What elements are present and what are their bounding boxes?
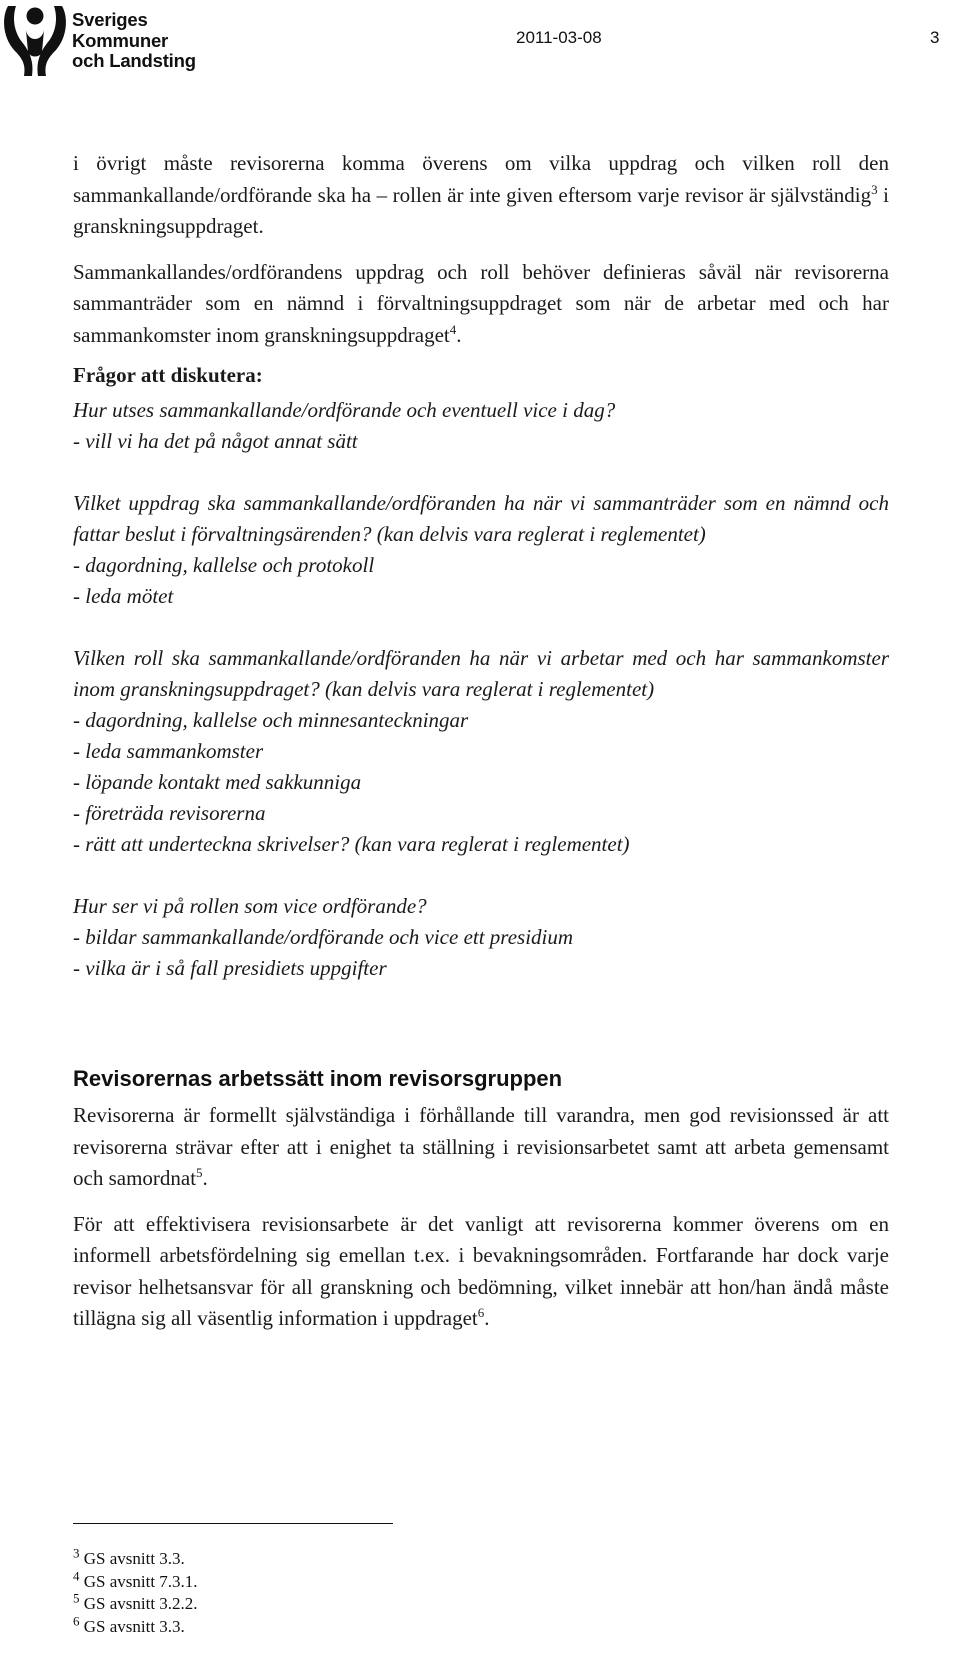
page-number: 3 bbox=[930, 28, 940, 47]
footnote-ref-3[interactable]: 3 bbox=[871, 181, 878, 197]
footnotes bbox=[73, 1545, 198, 1638]
document-body bbox=[73, 148, 889, 1335]
header-date: 2011-03-08 bbox=[516, 28, 602, 47]
question-2-item: - leda mötet bbox=[73, 584, 174, 608]
discussion-heading: Frågor att diskutera: bbox=[73, 363, 263, 387]
paragraph-4: För att effektivisera revisionsarbete är det vanligt att revisorerna kommer överens om en informell arbetsfördelning sig emellan t.ex. i bevakningsområden. Fortfarande har dock varje revisor helhetsansvar för all granskning och bedömning, vilket innebär att hon/han ändå måste tillägna sig all väsentlig information i uppdraget$^6$. bbox=[73, 1211, 889, 1330]
paragraph-3: Revisorerna är formellt självständiga i förhållande till varandra, men god revisionssed är att revisorerna strävar efter att i enighet ta ställning i revisionsarbetet samt att arbeta gemensamt och samordnat$^5$. bbox=[73, 1103, 889, 1190]
footnote-ref-6[interactable]: 6 bbox=[477, 1305, 485, 1320]
footnote-ref-5[interactable]: 5 bbox=[196, 1165, 203, 1180]
section-heading: Revisorernas arbetssätt inom revisorsgruppen bbox=[73, 1066, 563, 1091]
skl-figure-logo-icon bbox=[2, 2, 68, 80]
question-1-sub: - vill vi ha det på något annat sätt bbox=[73, 429, 358, 453]
question-4: Hur ser vi på rollen som vice ordförande? bbox=[73, 894, 427, 918]
question-3: Vilken roll ska sammankallande/ordföranden ha när vi arbetar med och har sammankomster inom granskningsuppdraget? (kan delvis vara reglerat i reglementet) bbox=[73, 646, 889, 701]
question-3-item: - företräda revisorerna bbox=[73, 801, 266, 825]
paragraph-1: i övrigt måste revisorerna komma överens om vilka uppdrag och vilken roll den sammankallande/ordförande ska ha – rollen är inte given eftersom varje revisor är självständig$^3$ i granskningsuppdraget. bbox=[73, 151, 890, 238]
footnote-4: $^4$ GS avsnitt 7.3.1. bbox=[73, 1567, 198, 1591]
question-3-item: - rätt att underteckna skrivelser? (kan vara reglerat i reglementet) bbox=[73, 832, 630, 856]
footnote-separator bbox=[73, 1523, 393, 1524]
question-2: Vilket uppdrag ska sammankallande/ordföranden ha när vi sammanträder som en nämnd och fattar beslut i förvaltningsärenden? (kan delvis vara reglerat i reglementet) bbox=[73, 491, 889, 546]
footnote-5: $^5$ GS avsnitt 3.2.2. bbox=[73, 1590, 198, 1613]
question-1: Hur utses sammankallande/ordförande och eventuell vice i dag? bbox=[73, 398, 616, 422]
footnote-6: $^6$ GS avsnitt 3.3. bbox=[73, 1612, 185, 1636]
question-4-item: - bildar sammankallande/ordförande och vice ett presidium bbox=[73, 925, 574, 949]
paragraph-2: Sammankallandes/ordförandens uppdrag och roll behöver definieras såväl när revisorerna sammanträder som en nämnd i förvaltningsuppdraget som när de arbetar med och har sammankomster inom granskningsuppdraget$^4$. bbox=[73, 259, 889, 347]
logo-line-3: och Landsting bbox=[72, 50, 196, 71]
question-3-item: - löpande kontakt med sakkunniga bbox=[73, 770, 362, 794]
logo-line-1: Sveriges bbox=[72, 9, 148, 30]
logo-line-2: Kommuner bbox=[72, 29, 169, 51]
footnote-ref-4[interactable]: 4 bbox=[449, 321, 457, 337]
organization-logo bbox=[2, 2, 202, 80]
question-2-item: - dagordning, kallelse och protokoll bbox=[73, 553, 375, 577]
footnote-3: $^3$ GS avsnitt 3.3. bbox=[73, 1545, 185, 1568]
logo-wordmark bbox=[72, 10, 196, 72]
question-4-item: - vilka är i så fall presidiets uppgifter bbox=[73, 956, 387, 980]
question-3-item: - dagordning, kallelse och minnesanteckningar bbox=[73, 708, 469, 732]
question-3-item: - leda sammankomster bbox=[73, 739, 264, 763]
